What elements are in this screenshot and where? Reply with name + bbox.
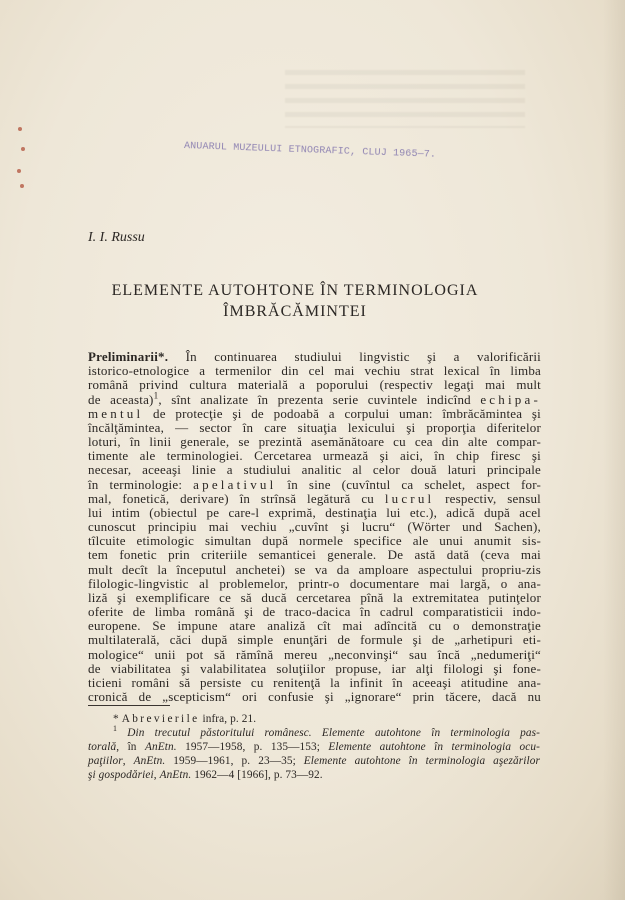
body-line: [88, 390, 541, 407]
footnote-line-text: 1962—4 [1966], p. 73—92.: [191, 768, 323, 781]
margin-stain: [17, 169, 21, 173]
body-line: [88, 478, 541, 492]
margin-stain: [21, 147, 25, 151]
body-line: [88, 463, 541, 477]
body-line-text: loturi, în linii generale, se prezintă asemănătoare cu cea din alte compar-: [88, 434, 541, 450]
body-line-text: filologic-lingvistic al problemelor, printr-o documentare mai largă, o ana-: [88, 575, 541, 591]
article-title-line: ÎMBRĂCĂMINTEI: [223, 303, 367, 320]
footnote-line-text: Din trecutul păstoritului românesc. Elemente autohtone în terminologia pas-: [117, 726, 540, 739]
body-line: [88, 633, 541, 647]
body-line-text: necesar, aceeaşi linie a studiului analitic al celor două laturi principale: [88, 462, 541, 478]
footnote-line: [88, 713, 540, 727]
footnote-line-text: AnEtn.: [133, 754, 166, 767]
footnote-line-text: şi gospodăriei: [88, 768, 154, 781]
body-paragraph: [88, 350, 541, 704]
footnotes: [88, 713, 540, 783]
footnote-line-text: Abrevierile: [121, 713, 200, 725]
footnote-line-text: , în: [116, 740, 145, 753]
footnote-line: [88, 755, 540, 769]
body-line: [88, 350, 541, 364]
body-line: [88, 492, 541, 506]
body-line: [88, 548, 541, 562]
body-line: [88, 676, 541, 690]
body-line-text: apelativul: [193, 476, 277, 492]
footnote-line: [88, 769, 540, 783]
body-line: [88, 648, 541, 662]
body-line: [88, 520, 541, 534]
footnote-line-text: paţiilor: [88, 754, 123, 767]
article-title-line: ELEMENTE AUTOHTONE ÎN TERMINOLOGIA: [111, 282, 479, 299]
body-line-text: oferite de limba română şi de traco-dacica în cadrul comparatisticii indo-: [88, 604, 541, 620]
body-line: [88, 534, 541, 548]
footnote-line-text: Elemente autohtone în terminologia aşezărilor: [303, 754, 540, 767]
body-line: [88, 605, 541, 619]
body-line: [88, 577, 541, 591]
body-line: [88, 421, 541, 435]
body-line-text: istorico-etnologice a termenilor din cel mai vechiu strat lexical în limba: [88, 363, 541, 379]
body-line-text: în terminologie:: [88, 476, 194, 492]
body-line: [88, 506, 541, 520]
footnote-line-text: AnEtn.: [159, 768, 192, 781]
body-line-text: Preliminarii*.: [88, 349, 169, 364]
library-stamp: ANUARUL MUZEULUI ETNOGRAFIC, CLUJ 1965—7.: [183, 141, 437, 161]
body-line: [88, 591, 541, 605]
footnote-line-text: torală: [88, 740, 117, 753]
body-line: [88, 690, 541, 704]
body-line-text: de aceasta): [88, 391, 154, 407]
body-line-text: multilaterală, căci după simple enunţări de formule şi de „arhetipuri eti-: [88, 632, 541, 648]
footnote-line: [88, 724, 540, 741]
footnote-line-text: ,: [153, 768, 160, 781]
author-name: I. I. Russu: [88, 230, 145, 245]
body-line-text: respectiv, sensul: [434, 490, 541, 506]
body-line-text: În continuarea studiului lingvistic şi a valorificării: [168, 349, 541, 364]
footnote-marker: 1: [153, 390, 159, 401]
body-line-text: europene. Se impune atare analiză cît mai adîncită cu o demonstraţie: [88, 618, 541, 634]
body-line-text: mult decît la începutul anchetei) se va da amploare aspectului propriu-zis: [88, 561, 541, 577]
body-line-text: tîlcuite etimologic simultan după normele specifice ale unui anumit sis-: [88, 533, 541, 549]
body-line-text: de protecţie şi de podoabă a corpului uman: îmbrăcămintea şi: [143, 405, 541, 421]
footnote-line: [88, 741, 540, 755]
body-line-text: de viabilitatea şi valabilitatea soluţiilor propuse, iar alţi filologi şi fone-: [88, 660, 541, 676]
body-line-text: mal, fonetică, derivare) în strînsă legătură cu: [88, 490, 385, 506]
footnote-line-text: infra, p. 21.: [199, 713, 257, 725]
body-line-text: mentul: [88, 405, 144, 421]
body-line-text: în sine (cuvîntul ca schelet, aspect for-: [276, 476, 541, 492]
body-line: [88, 407, 541, 421]
body-line-text: cronică de „scepticism“ ori confusie şi „ignorare“ prin tăcere, dacă nu: [88, 689, 541, 705]
footnote-line-text: 1957—1958, p. 135—153;: [176, 740, 329, 753]
body-line-text: tem fonetic prin criteriile semanticei generale. De astă dată (ceva mai: [88, 547, 541, 563]
body-line-text: lui intim (obiectul pe care-l exprimă, destinaţia lui etc.), adică după acel: [88, 504, 541, 520]
body-line-text: cunoscut principiu mai vechiu „cuvînt şi lucru“ (Wörter und Sachen),: [88, 519, 541, 535]
body-line-text: liză şi exemplificare ce să ducă cercetarea pînă la extremitatea putinţelor: [88, 589, 541, 605]
article-title: [88, 280, 502, 322]
show-through-marks: [285, 70, 525, 128]
margin-stain: [18, 127, 22, 131]
footnote-line-text: ,: [122, 754, 134, 767]
body-line: [88, 435, 541, 449]
body-line-text: încălţămintea, — sector în care situaţia lexicului şi proporţia diferitelor: [88, 419, 541, 435]
body-line-text: mologice“ unii pot să rămînă mereu „neconvinşi“ sau încă „nedumeriţi“: [88, 646, 541, 662]
body-line: [88, 449, 541, 463]
footnote-line-text: AnEtn.: [144, 740, 177, 753]
body-line-text: lucrul: [384, 490, 435, 506]
footnote-line-text: *: [113, 713, 122, 725]
footnote-line-text: Elemente autohtone în terminologia ocu-: [328, 740, 541, 753]
body-line: [88, 563, 541, 577]
footnote-marker: 1: [113, 724, 118, 734]
body-line-text: , sînt analizate în prezenta serie cuvintele indicînd: [158, 391, 481, 407]
body-line-text: română privind cultura materială a poporului (respectiv legaţi mai mult: [88, 377, 541, 393]
footnote-divider: [88, 705, 170, 706]
body-line-text: echipa-: [480, 391, 541, 407]
margin-stain: [20, 184, 24, 188]
body-line-text: ticieni români să persiste cu renitenţă la infinit în aceeaşi atitudine ana-: [88, 674, 541, 690]
footnote-line-text: 1959—1961, p. 23—35;: [165, 754, 304, 767]
body-line: [88, 662, 541, 676]
body-line: [88, 619, 541, 633]
body-line-text: timente ale terminologiei. Cercetarea urmează şi aici, în chip firesc şi: [88, 448, 541, 464]
body-line: [88, 364, 541, 378]
